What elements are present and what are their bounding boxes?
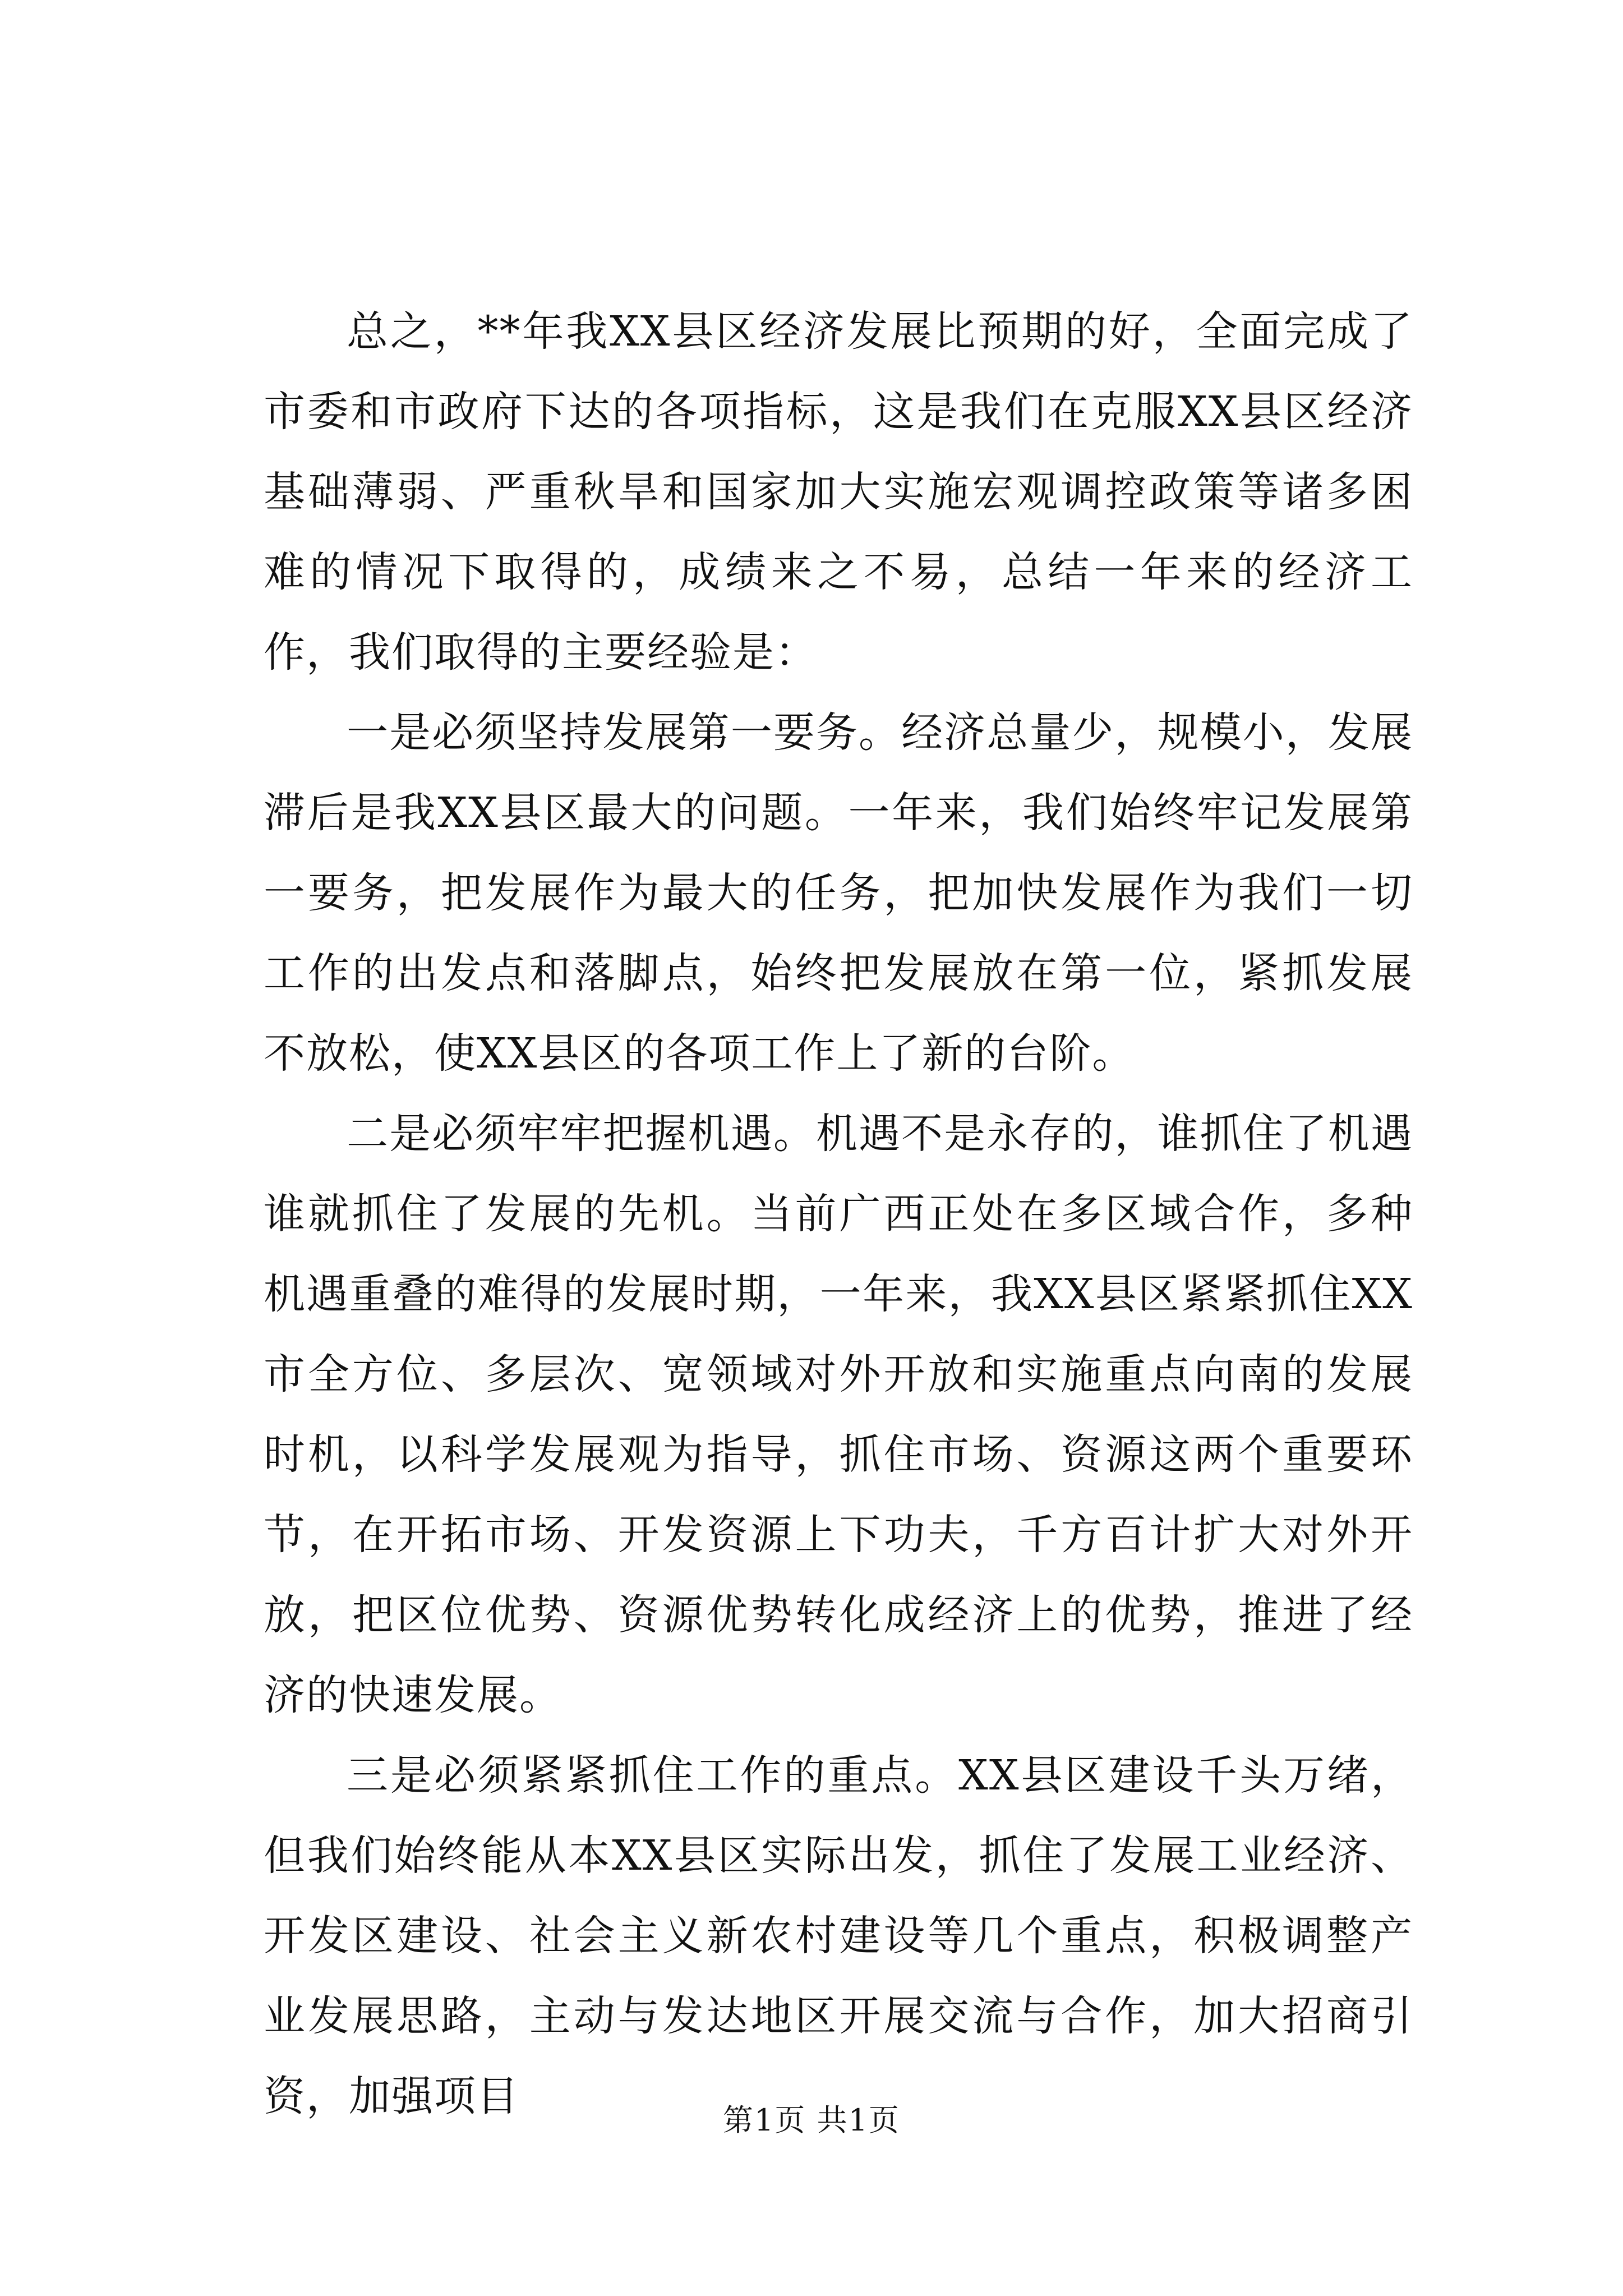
paragraph-point-three: 三是必须紧紧抓住工作的重点。XX县区建设千头万绪，但我们始终能从本XX县区实际出发，抓住了发展工业经济、开发区建设、社会主义新农村建设等几个重点，积极调整产业发展思路，主动与发达地区开展交流与合作，加大招商引资，加强项目 (264, 1751, 1413, 2120)
paragraph-point-one: 一是必须坚持发展第一要务。经济总量少，规模小，发展滞后是我XX县区最大的问题。一年来，我们始终牢记发展第一要务，把发展作为最大的任务，把加快发展作为我们一切工作的出发点和落脚点，始终把发展放在第一位，紧抓发展不放松，使XX县区的各项工作上了新的台阶。 (264, 708, 1413, 1078)
document-body (264, 292, 1413, 2137)
paragraph-point-two: 二是必须牢牢把握机遇。机遇不是永存的，谁抓住了机遇谁就抓住了发展的先机。当前广西正处在多区域合作，多种机遇重叠的难得的发展时期，一年来，我XX县区紧紧抓住XX市全方位、多层次、宽领域对外开放和实施重点向南的发展时机，以科学发展观为指导，抓住市场、资源这两个重要环节，在开拓市场、开发资源上下功夫，千方百计扩大对外开放，把区位优势、资源优势转化成经济上的优势，推进了经济的快速发展。 (264, 1110, 1413, 1719)
paragraph-summary: 总之，**年我XX县区经济发展比预期的好，全面完成了市委和市政府下达的各项指标，这是我们在克服XX县区经济基础薄弱、严重秋旱和国家加大实施宏观调控政策等诸多困难的情况下取得的，成绩来之不易，总结一年来的经济工作，我们取得的主要经验是： (264, 307, 1413, 677)
page-footer: 第1页 共1页 (723, 2102, 900, 2138)
